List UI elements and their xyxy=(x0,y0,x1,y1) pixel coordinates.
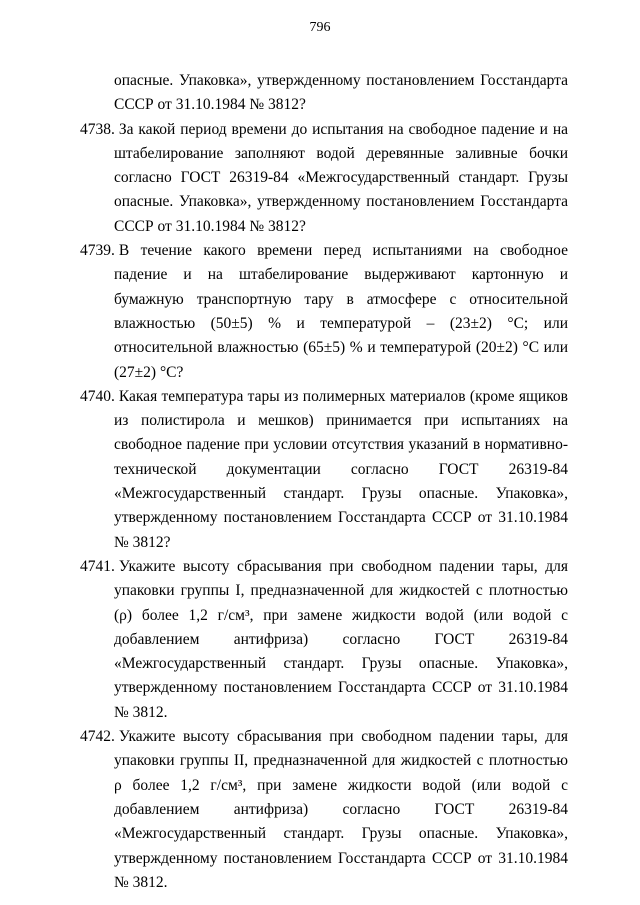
question-text: В течение какого времени перед испытаниями на свободное падение и на штабелирование выдерживают картонную и бумажную транспортную тару в атмосфере с относительной влажностью (50±5) % и температурой – (23±2) °С; или относительной влажностью (65±5) % и температурой (20±2) °С или (27±2) °С? xyxy=(114,242,568,381)
question-text: Укажите высоту сбрасывания при свободном падении тары, для упаковки группы II, предназначенной для жидкостей с плотностью ρ более 1,2 г/см³, при замене жидкости водой (или водой с добавлением антифриза) согласно ГОСТ 26319-84 «Межгосударственный стандарт. Грузы опасные. Упаковка», утвержденному постановлением Госстандарта СССР от 31.10.1984 № 3812. xyxy=(114,728,568,891)
question-text: За какой период времени до испытания на свободное падение и на штабелирование заполняют водой деревянные заливные бочки согласно ГОСТ 26319-84 «Межгосударственный стандарт. Грузы опасные. Упаковка», утвержденному постановлением Госстандарта СССР от 31.10.1984 № 3812? xyxy=(114,120,568,235)
page-number: 796 xyxy=(309,20,331,35)
question-text: Укажите высоту сбрасывания при свободном падении тары, для упаковки группы I, предназначенной для жидкостей с плотностью (ρ) более 1,2 г/см³, при замене жидкости водой (или водой с добавлением антифриза) согласно ГОСТ 26319-84 «Межгосударственный стандарт. Грузы опасные. Упаковка», утвержденному постановлением Госстандарта СССР от 31.10.1984 № 3812. xyxy=(114,557,568,721)
question-4738 xyxy=(80,118,568,239)
question-text: Какая температура тары из полимерных материалов (кроме ящиков из полистирола и мешков) принимается при испытаниях на свободное падение при условии отсутствия указаний в нормативно-технической документации согласно ГОСТ 26319-84 «Межгосударственный стандарт. Грузы опасные. Упаковка», утвержденному постановлением Госстандарта СССР от 31.10.1984 № 3812? xyxy=(114,387,568,551)
question-4741 xyxy=(80,555,568,725)
continuation-paragraph: опасные. Упаковка», утвержденному постановлением Госстандарта СССР от 31.10.1984 № 3812? xyxy=(114,72,568,114)
question-number: 4739. xyxy=(80,242,115,260)
question-number: 4738. xyxy=(80,120,115,138)
question-4742 xyxy=(80,725,568,895)
question-number: 4740. xyxy=(80,387,115,405)
question-number: 4742. xyxy=(80,728,115,746)
question-4739 xyxy=(80,239,568,385)
page-body xyxy=(80,69,568,895)
question-number: 4741. xyxy=(80,557,115,575)
question-4740 xyxy=(80,385,568,555)
